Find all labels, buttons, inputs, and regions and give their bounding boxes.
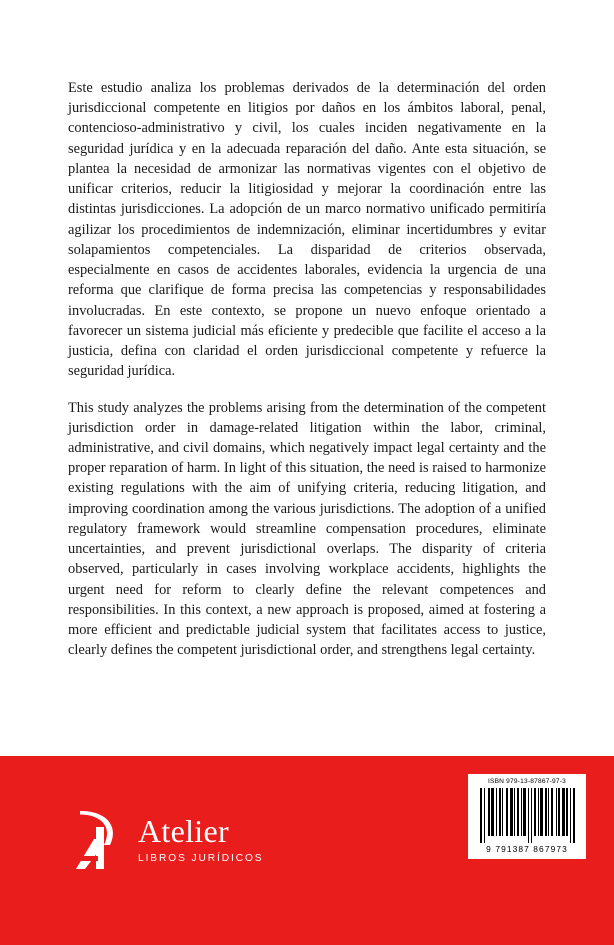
publisher-logo	[74, 809, 264, 871]
blurb-spanish: Este estudio analiza los problemas derivados de la determinación del orden jurisdiccional competente en litigios por daños en los ámbitos laboral, penal, contencioso-administrativo y civil, los cuales inciden negativamente en la seguridad jurídica y en la adecuada reparación del daño. Ante esta situación, se plantea la necesidad de armonizar las normativas vigentes con el objetivo de unificar criterios, reducir la litigiosidad y mejorar la coordinación entre las distintas jurisdicciones. La adopción de un marco normativo unificado permitiría agilizar los procedimientos de indemnización, eliminar incertidumbres y evitar solapamientos competenciales. La disparidad de criterios observada, especialmente en casos de accidentes laborales, evidencia la urgencia de una reforma que clarifique de forma precisa las competencias y responsabilidades involucradas. En este contexto, se propone un nuevo enfoque orientado a favorecer un sistema judicial más eficiente y predecible que facilite el acceso a la justicia, defina con claridad el orden jurisdiccional competente y refuerce la seguridad jurídica.	[68, 80, 546, 380]
publisher-name: Atelier	[138, 812, 229, 849]
red-footer-band	[0, 756, 614, 945]
barcode-digits: 9 791387 867973	[486, 844, 568, 854]
blurb-container	[68, 78, 546, 661]
isbn-label: ISBN 979-13-87867-97-3	[487, 778, 567, 785]
publisher-wordmark	[138, 812, 264, 866]
isbn-barcode-block	[468, 774, 586, 859]
blurb-english: This study analyzes the problems arising from the determination of the competent jurisdiction order in damage-related litigation within the labor, criminal, administrative, and civil domains, which negatively impact legal certainty and the proper reparation of harm. In light of this situation, the need is raised to harmonize existing regulations with the aim of unifying criteria, reducing litigation, and improving coordination among the various jurisdictions. The adoption of a unified regulatory framework would streamline compensation procedures, eliminate uncertainties, and prevent jurisdictional overlaps. The disparity of criteria observed, particularly in cases involving workplace accidents, highlights the urgent need for reform to clearly define the relevant competences and responsibilities. In this context, a new approach is proposed, aimed at fostering a more efficient and predictable judicial system that facilitates access to justice, clearly defines the competent jurisdictional order, and strengthens legal certainty.	[68, 399, 546, 659]
publisher-tagline: LIBROS JURÍDICOS	[138, 852, 264, 864]
ean13-barcode-icon	[474, 788, 580, 843]
atelier-a-monogram-icon	[74, 809, 124, 871]
